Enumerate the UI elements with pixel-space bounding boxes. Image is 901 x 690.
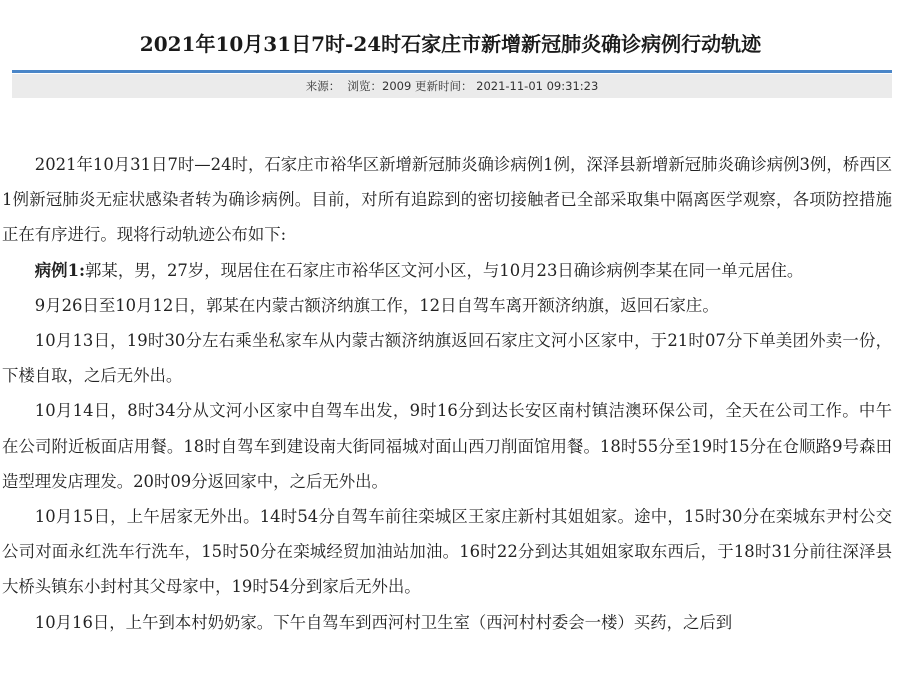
paragraph <box>2 323 892 393</box>
paragraph <box>2 393 892 499</box>
paragraph-text: 10月16日，上午到本村奶奶家。下午自驾车到西河村卫生室（西河村村委会一楼）买药，之后到 <box>34 612 733 632</box>
paragraph-text: 10月13日，19时30分左右乘坐私家车从内蒙古额济纳旗返回石家庄文河小区家中，于21时07分下单美团外卖一份，下楼自取，之后无外出。 <box>2 331 892 386</box>
paragraph-text: 10月15日，上午居家无外出。14时54分自驾车前往栾城区王家庄新村其姐姐家。途中，15时30分在栾城东尹村公交公司对面永红洗车行洗车，15时50分在栾城经贸加油站加油。16时22分到达其姐姐家取东西后，于18时31分前往深泽县大桥头镇东小封村其父母家中，19时54分到家后无外出。 <box>2 507 892 597</box>
views-count: 2009 <box>382 79 412 93</box>
paragraph <box>2 288 892 323</box>
paragraph <box>2 147 892 253</box>
views-label: 浏览： <box>347 79 383 93</box>
paragraph-lead: 病例1: <box>34 260 86 280</box>
updated-label: 更新时间： <box>414 79 473 93</box>
paragraph-text: 郭某，男，27岁，现居住在石家庄市裕华区文河小区，与10月23日确诊病例李某在同一单元居住。 <box>85 260 804 280</box>
source-label: 来源： <box>305 79 341 93</box>
article-meta-bar <box>12 74 892 98</box>
paragraph <box>2 253 892 288</box>
article-body <box>0 147 892 640</box>
title-divider <box>12 70 892 73</box>
updated-time: 2021-11-01 09:31:23 <box>476 79 599 93</box>
paragraph <box>2 499 892 605</box>
paragraph <box>2 605 892 640</box>
paragraph-text: 10月14日，8时34分从文河小区家中自驾车出发，9时16分到达长安区南村镇洁澳环保公司，全天在公司工作。中午在公司附近板面店用餐。18时自驾车到建设南大街同福城对面山西刀削面馆用餐。18时55分至19时15分在仓顺路9号森田造型理发店理发。20时09分返回家中，之后无外出。 <box>2 401 892 491</box>
paragraph-text: 2021年10月31日7时—24时，石家庄市裕华区新增新冠肺炎确诊病例1例，深泽县新增新冠肺炎确诊病例3例，桥西区1例新冠肺炎无症状感染者转为确诊病例。目前，对所有追踪到的密切接触者已全部采取集中隔离医学观察，各项防控措施正在有序进行。现将行动轨迹公布如下: <box>2 155 892 245</box>
page-title: 2021年10月31日7时-24时石家庄市新增新冠肺炎确诊病例行动轨迹 <box>139 32 762 56</box>
paragraph-text: 9月26日至10月12日，郭某在内蒙古额济纳旗工作，12日自驾车离开额济纳旗，返回石家庄。 <box>34 295 719 315</box>
